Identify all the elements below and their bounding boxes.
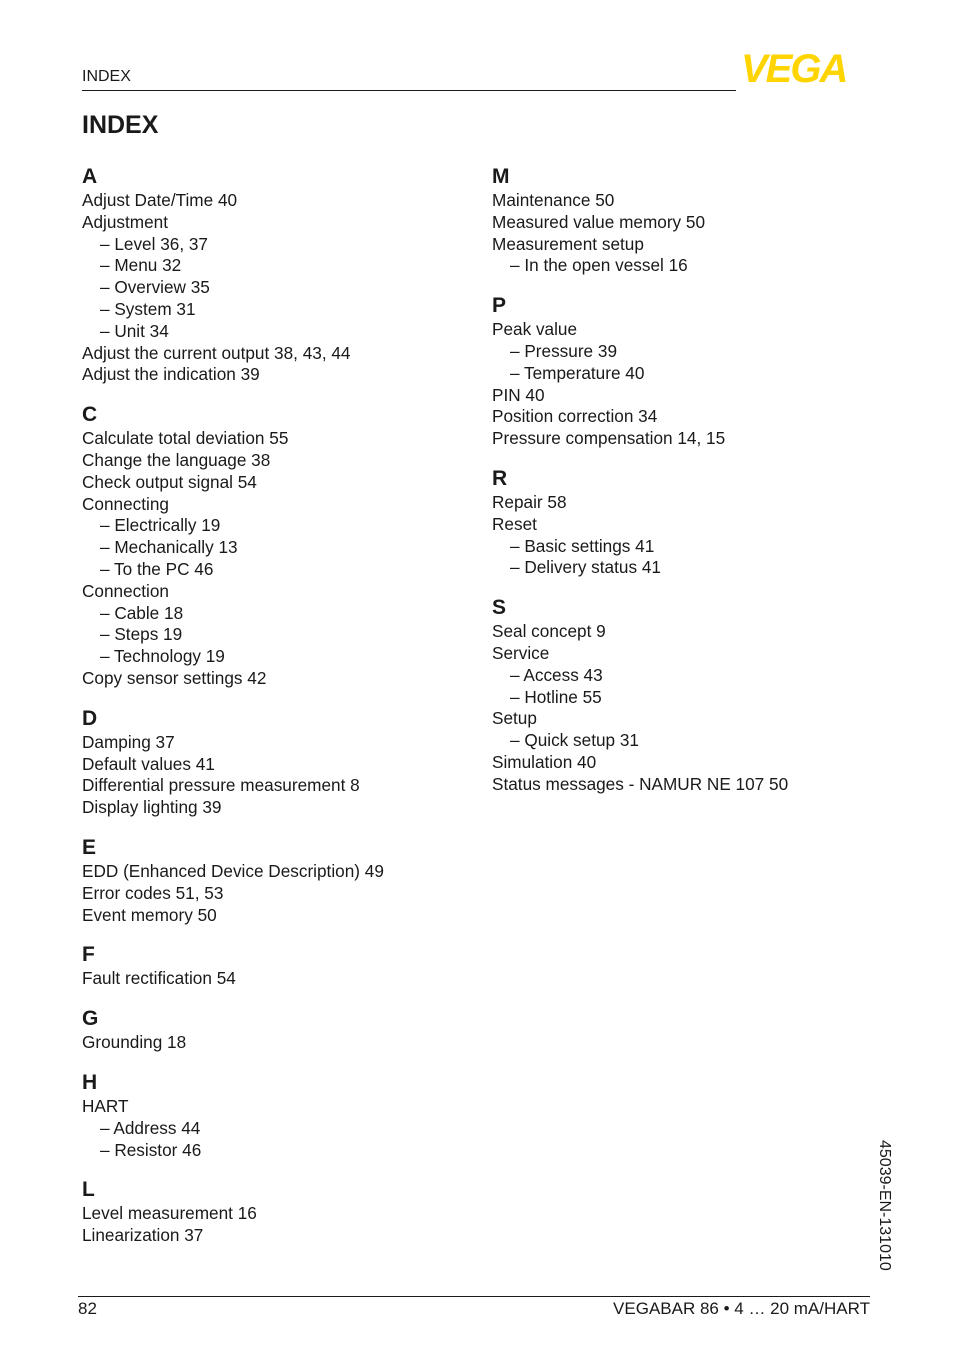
index-section-l bbox=[82, 1177, 482, 1247]
index-section-d bbox=[82, 706, 482, 819]
index-letter: R bbox=[492, 466, 508, 490]
index-section-c bbox=[82, 402, 482, 690]
index-entry: Error codes 51, 53 bbox=[82, 882, 224, 903]
index-subentry: – Address 44 bbox=[100, 1117, 201, 1138]
index-entry: Copy sensor settings 42 bbox=[82, 667, 267, 688]
index-entry: EDD (Enhanced Device Description) 49 bbox=[82, 860, 384, 881]
index-subentry: – Electrically 19 bbox=[100, 515, 221, 536]
index-section-e bbox=[82, 835, 482, 926]
index-subentry: – Temperature 40 bbox=[510, 362, 645, 383]
index-section-a bbox=[82, 164, 482, 386]
document-code: 45039-EN-131010 bbox=[876, 1140, 893, 1271]
index-subentry: – Level 36, 37 bbox=[100, 233, 208, 254]
index-section-g bbox=[82, 1006, 482, 1054]
index-subentry: – Access 43 bbox=[510, 664, 603, 685]
index-entry: Adjustment bbox=[82, 211, 168, 232]
index-subentry: – Delivery status 41 bbox=[510, 557, 661, 578]
index-entry: Measurement setup bbox=[492, 233, 644, 254]
index-letter: M bbox=[492, 165, 510, 188]
vega-logo bbox=[741, 52, 873, 84]
index-subentry: – Technology 19 bbox=[100, 646, 225, 667]
index-section-r bbox=[492, 466, 892, 579]
index-letter: F bbox=[82, 943, 95, 967]
index-entry: Adjust the indication 39 bbox=[82, 364, 260, 385]
index-entry: Connection bbox=[82, 580, 169, 601]
index-section-p bbox=[492, 293, 892, 450]
index-entry: Repair 58 bbox=[492, 491, 567, 512]
index-entry: PIN 40 bbox=[492, 384, 545, 405]
index-subentry: – Quick setup 31 bbox=[510, 730, 639, 751]
header-rule bbox=[82, 90, 736, 91]
index-subentry: – Pressure 39 bbox=[510, 340, 618, 361]
page-title: INDEX bbox=[82, 111, 159, 139]
index-column-right bbox=[492, 164, 892, 812]
index-entry: Adjust the current output 38, 43, 44 bbox=[82, 342, 351, 363]
index-entry: HART bbox=[82, 1095, 129, 1116]
index-entry: Pressure compensation 14, 15 bbox=[492, 428, 726, 449]
index-entry: Check output signal 54 bbox=[82, 471, 257, 492]
index-letter: S bbox=[492, 596, 507, 620]
index-entry: Calculate total deviation 55 bbox=[82, 428, 289, 449]
index-letter: A bbox=[82, 165, 98, 188]
index-entry: Status messages - NAMUR NE 107 50 bbox=[492, 773, 789, 794]
index-entry: Simulation 40 bbox=[492, 751, 597, 772]
index-subentry: – Basic settings 41 bbox=[510, 535, 655, 556]
index-entry: Service bbox=[492, 642, 550, 663]
index-subentry: – Cable 18 bbox=[100, 602, 184, 623]
index-entry: Default values 41 bbox=[82, 753, 215, 774]
index-entry: Reset bbox=[492, 513, 537, 534]
index-subentry: – Resistor 46 bbox=[100, 1139, 202, 1160]
index-entry: Display lighting 39 bbox=[82, 797, 222, 818]
index-entry: Linearization 37 bbox=[82, 1225, 204, 1246]
index-letter: P bbox=[492, 294, 507, 318]
index-subentry: – Steps 19 bbox=[100, 624, 183, 645]
index-subentry: – Hotline 55 bbox=[510, 686, 602, 707]
index-subentry: – To the PC 46 bbox=[100, 558, 214, 579]
index-letter: E bbox=[82, 835, 97, 859]
index-entry: Damping 37 bbox=[82, 731, 175, 752]
index-entry: Differential pressure measurement 8 bbox=[82, 775, 360, 796]
index-column-left bbox=[82, 164, 482, 1263]
index-entry: Level measurement 16 bbox=[82, 1203, 257, 1224]
index-entry: Connecting bbox=[82, 493, 169, 514]
footer-rule bbox=[78, 1296, 870, 1297]
index-entry: Peak value bbox=[492, 319, 578, 340]
index-section-s bbox=[492, 595, 892, 795]
header-label: INDEX bbox=[82, 68, 131, 85]
index-subentry: – Mechanically 13 bbox=[100, 537, 238, 558]
index-entry: Setup bbox=[492, 708, 537, 729]
index-entry: Position correction 34 bbox=[492, 406, 658, 427]
page-number: 82 bbox=[78, 1299, 97, 1318]
index-entry: Fault rectification 54 bbox=[82, 968, 236, 989]
index-subentry: – Unit 34 bbox=[100, 320, 169, 341]
index-letter: L bbox=[82, 1178, 95, 1202]
index-entry: Change the language 38 bbox=[82, 449, 271, 470]
logo-text: VEGA bbox=[741, 52, 847, 84]
index-letter: G bbox=[82, 1007, 99, 1031]
index-section-h bbox=[82, 1070, 482, 1161]
index-subentry: – Overview 35 bbox=[100, 277, 210, 298]
document-title: VEGABAR 86 • 4 … 20 mA/HART bbox=[613, 1299, 870, 1318]
index-entry: Grounding 18 bbox=[82, 1032, 187, 1053]
index-section-m bbox=[492, 164, 892, 277]
index-letter: C bbox=[82, 403, 98, 427]
index-entry: Event memory 50 bbox=[82, 904, 217, 925]
index-subentry: – System 31 bbox=[100, 298, 196, 319]
index-entry: Adjust Date/Time 40 bbox=[82, 190, 238, 210]
index-subentry: – Menu 32 bbox=[100, 255, 182, 276]
index-letter: D bbox=[82, 706, 98, 730]
index-letter: H bbox=[82, 1070, 98, 1094]
index-section-f bbox=[82, 942, 482, 990]
index-entry: Maintenance 50 bbox=[492, 190, 615, 210]
index-entry: Measured value memory 50 bbox=[492, 211, 706, 232]
index-entry: Seal concept 9 bbox=[492, 621, 606, 642]
index-subentry: – In the open vessel 16 bbox=[510, 255, 688, 276]
